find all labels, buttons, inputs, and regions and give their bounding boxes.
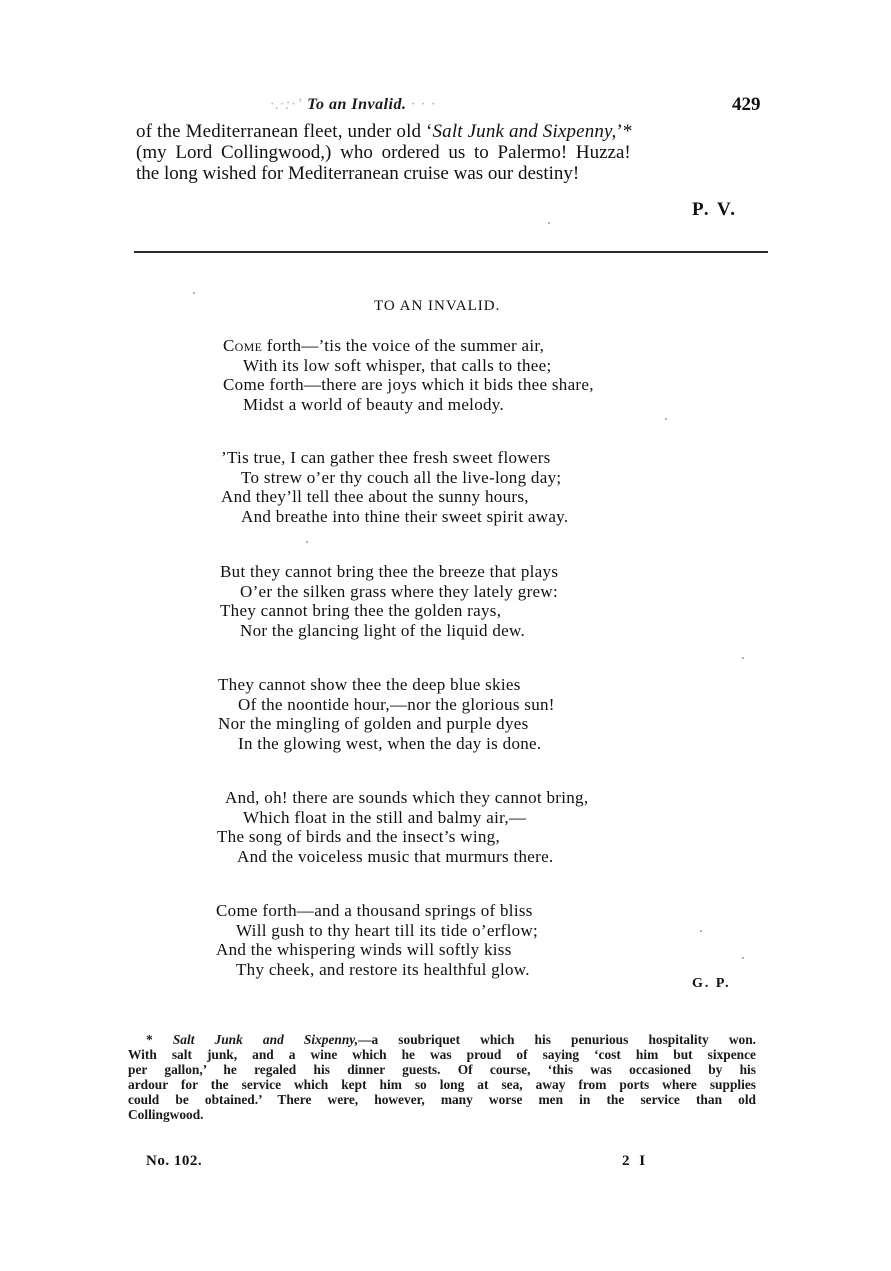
footnote-marker: * xyxy=(146,1032,173,1047)
verse-line: They cannot show thee the deep blue skies xyxy=(218,675,521,694)
verse-line: To strew o’er thy couch all the live-long day; xyxy=(241,467,562,487)
section-divider xyxy=(134,251,768,253)
verse-line: They cannot bring thee the golden rays, xyxy=(220,601,502,620)
footnote-line: With salt junk, and a wine which he was proud of saying ‘cost him but sixpence xyxy=(128,1047,756,1062)
paragraph-line: of the Mediterranean fleet, under old ‘Salt Junk and Sixpenny,’* xyxy=(136,121,633,142)
verse-line: Will gush to thy heart till its tide o’erflow; xyxy=(236,920,539,940)
print-speck xyxy=(700,930,702,932)
verse-line: Midst a world of beauty and melody. xyxy=(243,394,505,414)
print-speck xyxy=(193,292,195,294)
print-speck xyxy=(742,657,744,659)
paragraph-line: the long wished for Mediterranean cruise was our destiny! xyxy=(136,163,580,184)
verse-line: Which float in the still and balmy air,— xyxy=(243,807,527,827)
verse-line: Thy cheek, and restore its healthful glow. xyxy=(236,959,530,979)
verse-line: And the voiceless music that murmurs there. xyxy=(237,846,554,866)
print-speck xyxy=(742,957,744,959)
print-speck xyxy=(665,418,667,420)
footnote-term: Salt Junk and Sixpenny, xyxy=(172,1032,359,1047)
stanza-6 xyxy=(216,901,538,979)
print-smudge: ·.·:·’ xyxy=(270,96,303,113)
footnote xyxy=(128,1032,756,1122)
print-speck xyxy=(306,541,308,543)
print-speck xyxy=(548,222,550,224)
verse-line: Come forth—there are joys which it bids thee share, xyxy=(223,375,594,394)
stanza-5 xyxy=(217,788,588,866)
verse-line: Of the noontide hour,—nor the glorious sun! xyxy=(238,694,555,714)
verse-line: And, oh! there are sounds which they cannot bring, xyxy=(225,788,589,807)
running-head-title: To an Invalid. xyxy=(307,96,407,113)
verse-line: The song of birds and the insect’s wing, xyxy=(217,827,501,846)
verse-line: But they cannot bring thee the breeze that plays xyxy=(220,562,559,581)
poem-signature: G. P. xyxy=(692,976,731,991)
running-head xyxy=(270,96,436,114)
verse-line: O’er the silken grass where they lately grew: xyxy=(240,581,558,601)
verse-line: Come forth—and a thousand springs of bliss xyxy=(216,901,533,920)
verse-line: And the whispering winds will softly kiss xyxy=(216,940,512,959)
italic-nickname: Salt Junk and Sixpenny, xyxy=(432,121,617,142)
verse-line: In the glowing west, when the day is done. xyxy=(238,733,542,753)
footnote-line: Collingwood. xyxy=(128,1107,204,1122)
verse-line: Come forth—’tis the voice of the summer air, xyxy=(223,336,545,355)
issue-number: No. 102. xyxy=(146,1153,203,1169)
continued-paragraph xyxy=(136,121,776,184)
signature-mark: 2 I xyxy=(622,1153,649,1169)
author-signature: P. V. xyxy=(692,199,738,220)
stanza-4 xyxy=(218,675,555,753)
print-smudge: · · · xyxy=(410,96,436,113)
footnote-line: per gallon,’ he regaled his dinner guests. Of course, ‘this was occasioned by his xyxy=(128,1062,756,1077)
page-number: 429 xyxy=(732,94,761,115)
poem-title: TO AN INVALID. xyxy=(374,298,501,314)
paragraph-line: (my Lord Collingwood,) who ordered us to Palermo! Huzza! xyxy=(136,142,631,163)
stanza-3 xyxy=(220,562,558,640)
verse-line: Nor the glancing light of the liquid dew. xyxy=(240,620,526,640)
verse-line: And breathe into thine their sweet spirit away. xyxy=(241,506,569,526)
verse-line: Nor the mingling of golden and purple dyes xyxy=(218,714,529,733)
verse-line: ’Tis true, I can gather thee fresh sweet flowers xyxy=(221,448,551,467)
stanza-1 xyxy=(223,336,594,414)
verse-line: And they’ll tell thee about the sunny hours, xyxy=(221,487,529,506)
footnote-line: * Salt Junk and Sixpenny,—a soubriquet which his penurious hospitality won. xyxy=(146,1032,756,1047)
stanza-2 xyxy=(221,448,568,526)
verse-line: With its low soft whisper, that calls to thee; xyxy=(243,355,552,375)
footnote-line: could be obtained.’ There were, however, many worse men in the service than old xyxy=(128,1092,756,1107)
footnote-line: ardour for the service which kept him so long at sea, away from ports where supplies xyxy=(128,1077,756,1092)
